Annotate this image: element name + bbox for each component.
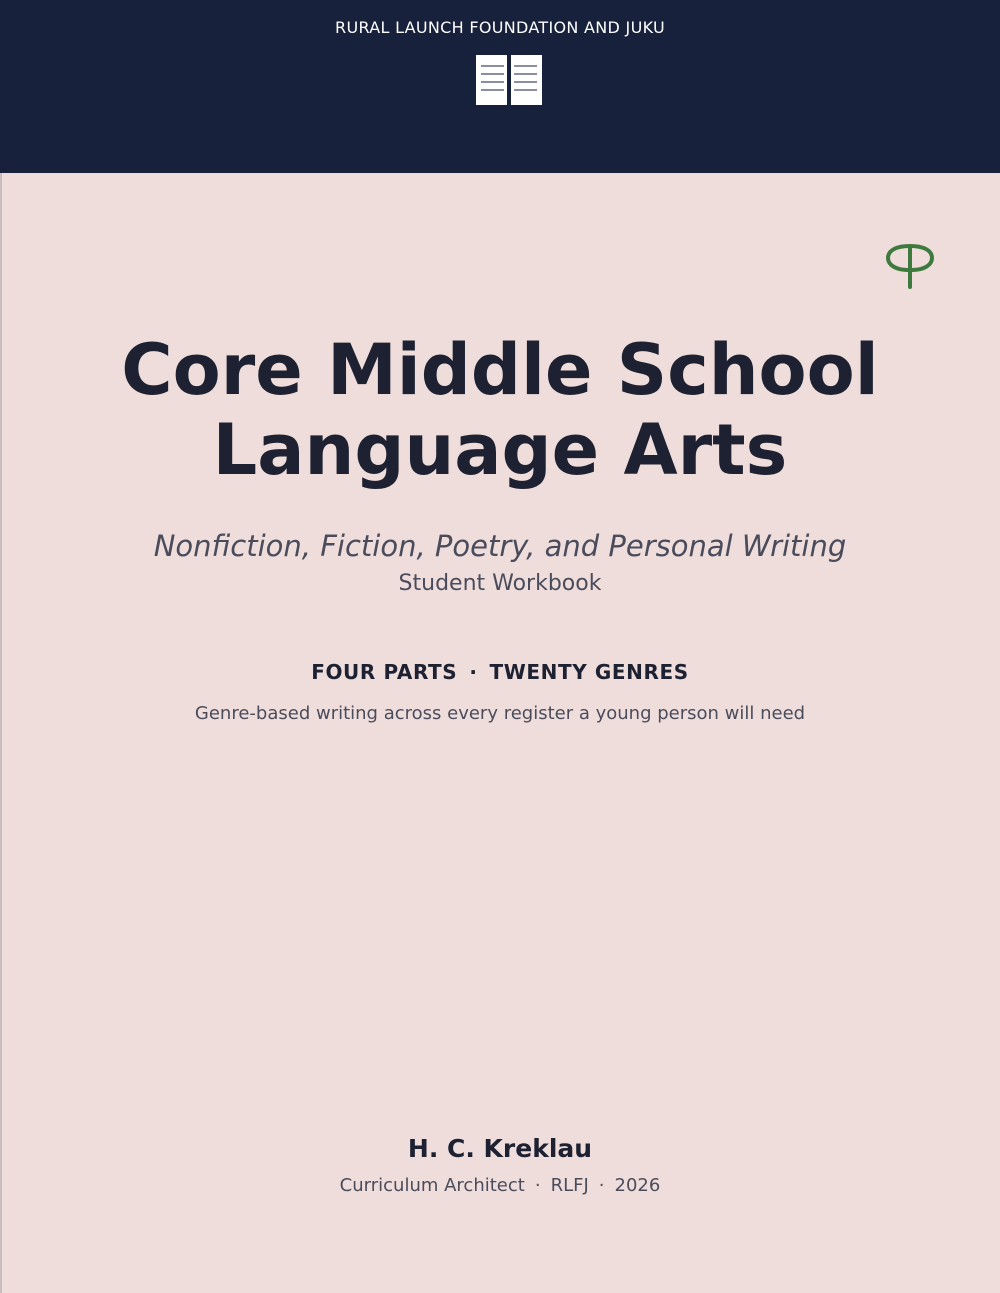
- credits-separator: ·: [534, 1175, 541, 1196]
- author-role: Curriculum Architect: [339, 1175, 525, 1196]
- parts-line: [0, 660, 1000, 684]
- genres-count: TWENTY GENRES: [489, 660, 689, 684]
- edition-label: Student Workbook: [398, 571, 602, 596]
- parts-count: FOUR PARTS: [311, 660, 458, 684]
- author-credits: [0, 1175, 1000, 1196]
- publisher-name: RURAL LAUNCH FOUNDATION AND JUKU: [335, 18, 665, 37]
- organization: RLFJ: [550, 1175, 589, 1196]
- header-band: [0, 0, 1000, 173]
- title-line-1: Core Middle School: [121, 329, 879, 411]
- publication-year: 2026: [614, 1175, 661, 1196]
- book-subtitle: Nonfiction, Fiction, Poetry, and Personal Writing: [153, 529, 847, 563]
- tagline: Genre-based writing across every register a young person will need: [194, 703, 806, 724]
- pilcrow-icon: [884, 241, 936, 291]
- credits-separator: ·: [598, 1175, 605, 1196]
- book-title: [0, 330, 1000, 490]
- title-line-2: Language Arts: [212, 409, 788, 491]
- parts-separator: ·: [469, 660, 478, 684]
- author-name: H. C. Kreklau: [407, 1134, 593, 1163]
- open-book-icon: [476, 55, 542, 105]
